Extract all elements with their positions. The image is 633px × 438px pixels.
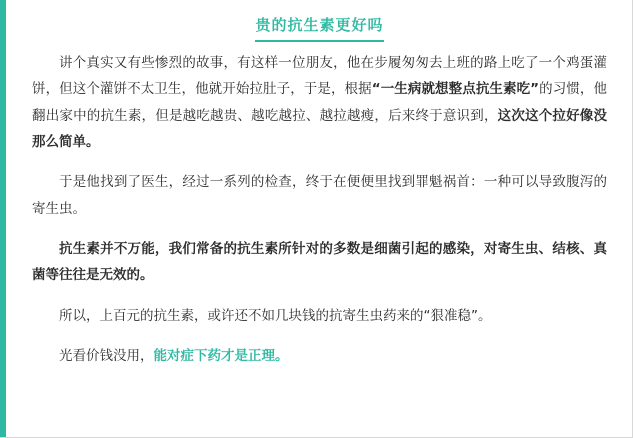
paragraph-p2 (32, 169, 607, 222)
text-run: 光看价钱没用， (59, 347, 154, 364)
text-run: 于是他找到了医生，经过一系列的检查，终于在便便里找到罪魁祸首：一种可以导致腹泻的寄生虫。 (32, 174, 607, 217)
paragraph-p5 (32, 343, 607, 369)
article-content (6, 0, 633, 438)
text-run: 讲个真实又有些惨烈的故事，有这样一位朋友，他在步履匆匆去上班的路上吃了一个鸡蛋灌饼，但这个灌饼不太卫生，他就开始拉肚子，于是，根据 (32, 55, 607, 98)
article-body (32, 50, 607, 369)
text-run: 能对症下药才是正理。 (153, 347, 289, 364)
text-run: 的习惯，他翻出家中的抗生素，但是越吃越贵、越吃越拉、越拉越瘦，后来终于意识到， (32, 81, 608, 124)
page-title: 贵的抗生素更好吗 (255, 14, 383, 42)
paragraph-p3 (32, 236, 607, 289)
text-run: 抗生素并不万能，我们常备的抗生素所针对的多数是细菌引起的感染，对寄生虫、结核、真菌等往往是无效的。 (32, 240, 607, 284)
paragraph-p1 (32, 50, 607, 155)
paragraph-p4 (32, 303, 607, 329)
text-run: 这次这个拉好像没那么简单。 (32, 107, 608, 150)
text-run: 所以，上百元的抗生素，或许还不如几块钱的抗寄生虫药来的“狠准稳”。 (59, 307, 492, 324)
text-run: “一生病就想整点抗生素吃” (371, 81, 540, 98)
article-title-wrapper (32, 10, 607, 50)
